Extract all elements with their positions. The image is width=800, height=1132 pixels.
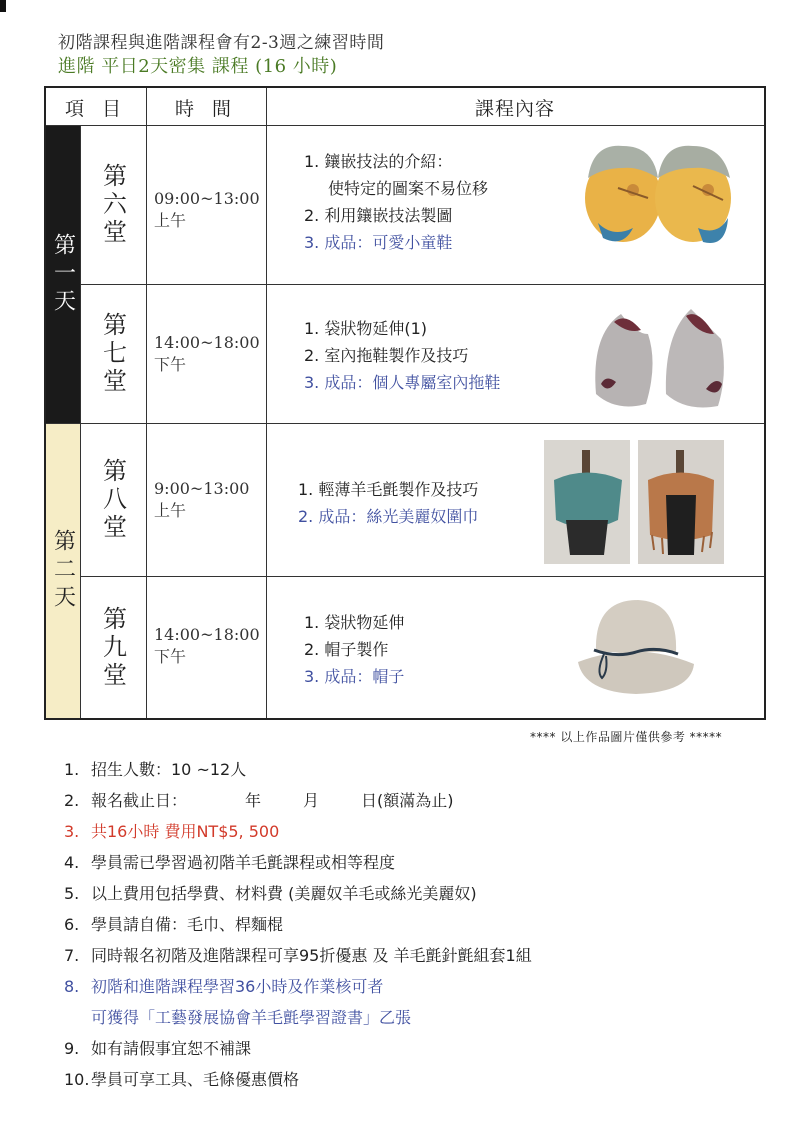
rule-number: 8. [64,977,80,996]
content-item: 2. 帽子製作 [304,640,389,659]
content-item: 2. 利用鑲嵌技法製圖 [304,206,453,225]
rule-item [64,909,532,940]
felt-slippers-image [586,294,736,414]
lesson-8-cell [80,424,146,576]
content-item: 1. 袋狀物延伸 [304,613,405,632]
time-range: 09:00~13:00 [154,189,260,208]
lesson-7-content [304,315,500,396]
lesson-label: 第六堂 [98,163,127,247]
rule-text: 以上費用包括學費、材料費 (美麗奴羊毛或絲光美麗奴) [91,884,477,903]
rule-number: 9. [64,1039,80,1058]
deadline-year: 年 [245,791,262,810]
content-item: 使特定的圖案不易位移 [328,179,489,198]
time-period: 下午 [154,355,187,374]
content-item: 3. 成品：帽子 [304,667,405,686]
row-divider [80,576,764,577]
rule-text: 初階和進階課程學習36小時及作業核可者 [91,977,384,996]
reference-note: **** 以上作品圖片僅供參考 ***** [530,730,723,744]
rule-number: 5. [64,884,80,903]
day-divider [46,423,764,424]
rule-item-continued [64,1002,532,1033]
header-item: 項 目 [64,97,128,120]
header-time: 時 間 [174,97,238,120]
lesson-8-time [154,478,249,522]
lesson-7-cell [80,285,146,423]
day-one-cell [46,126,80,423]
lesson-6-cell [80,126,146,284]
rule-text: 學員請自備：毛巾、桿麵棍 [91,915,284,934]
rule-item [64,816,532,847]
rules-list [64,754,532,1095]
rule-number: 6. [64,915,80,934]
rule-text: 招生人數：10 ~12人 [91,760,247,779]
row-divider [80,284,764,285]
rule-item [64,940,532,971]
rule-item [64,1064,532,1095]
schedule-note: 初階課程與進階課程會有2-3週之練習時間 [58,33,385,53]
day-two-label: 第二天 [50,529,76,613]
lesson-6-time [154,188,260,232]
course-title: 進階 平日2天密集 課程 (16 小時) [58,56,338,77]
nuno-scarves-image [544,440,724,564]
time-period: 上午 [154,211,187,230]
rule-text: 共16小時 費用NT$5, 500 [91,822,280,841]
rule-number: 3. [64,822,80,841]
rule-number: 2. [64,791,80,810]
lesson-label: 第七堂 [98,312,127,396]
rule-number: 7. [64,946,80,965]
column-divider [266,88,267,718]
course-table [44,86,766,720]
lesson-7-time [154,332,260,376]
rule-item [64,1033,532,1064]
rule-item [64,878,532,909]
content-item: 1. 輕薄羊毛氈製作及技巧 [298,480,479,499]
rule-text: 可獲得「工藝發展協會羊毛氈學習證書」乙張 [91,1008,412,1027]
lesson-9-cell [80,577,146,718]
felt-hat-image [576,592,696,702]
rule-text: 報名截止日： [91,791,188,810]
rule-item [64,847,532,878]
rule-number: 1. [64,760,80,779]
time-period: 上午 [154,501,187,520]
content-item: 3. 成品：可愛小童鞋 [304,233,453,252]
rule-item [64,971,532,1002]
lesson-label: 第九堂 [98,605,127,690]
rule-text: 學員需已學習過初階羊毛氈課程或相等程度 [91,853,396,872]
time-range: 9:00~13:00 [154,479,250,498]
lesson-8-content [298,476,478,530]
rule-item [64,754,532,785]
day-one-label: 第一天 [50,232,76,317]
deadline-day: 日(額滿為止) [361,791,454,810]
deadline-month: 月 [303,791,320,810]
lesson-9-content [304,609,404,690]
lesson-9-time [154,624,260,668]
rule-number: 10. [64,1070,90,1089]
content-item: 1. 鑲嵌技法的介紹： [304,152,453,171]
header-content: 課程內容 [474,97,555,120]
lesson-6-content [304,148,488,256]
felt-baby-shoes-image [578,138,738,258]
time-period: 下午 [154,647,187,666]
scan-mark [0,0,6,12]
rule-text: 學員可享工具、毛條優惠價格 [91,1070,300,1089]
rule-text: 如有請假事宜恕不補課 [91,1039,252,1058]
content-item: 2. 室內拖鞋製作及技巧 [304,346,469,365]
rule-text: 同時報名初階及進階課程可享95折優惠 及 羊毛氈針氈組套1組 [91,946,532,965]
content-item: 2. 成品：絲光美麗奴圍巾 [298,507,479,526]
content-item: 3. 成品：個人專屬室內拖鞋 [304,373,501,392]
rule-item [64,785,532,816]
time-range: 14:00~18:00 [154,333,260,352]
time-range: 14:00~18:00 [154,625,260,644]
day-two-cell [46,424,80,718]
content-item: 1. 袋狀物延伸(1) [304,319,428,338]
rule-number: 4. [64,853,80,872]
lesson-label: 第八堂 [98,458,127,542]
column-divider [146,88,147,718]
